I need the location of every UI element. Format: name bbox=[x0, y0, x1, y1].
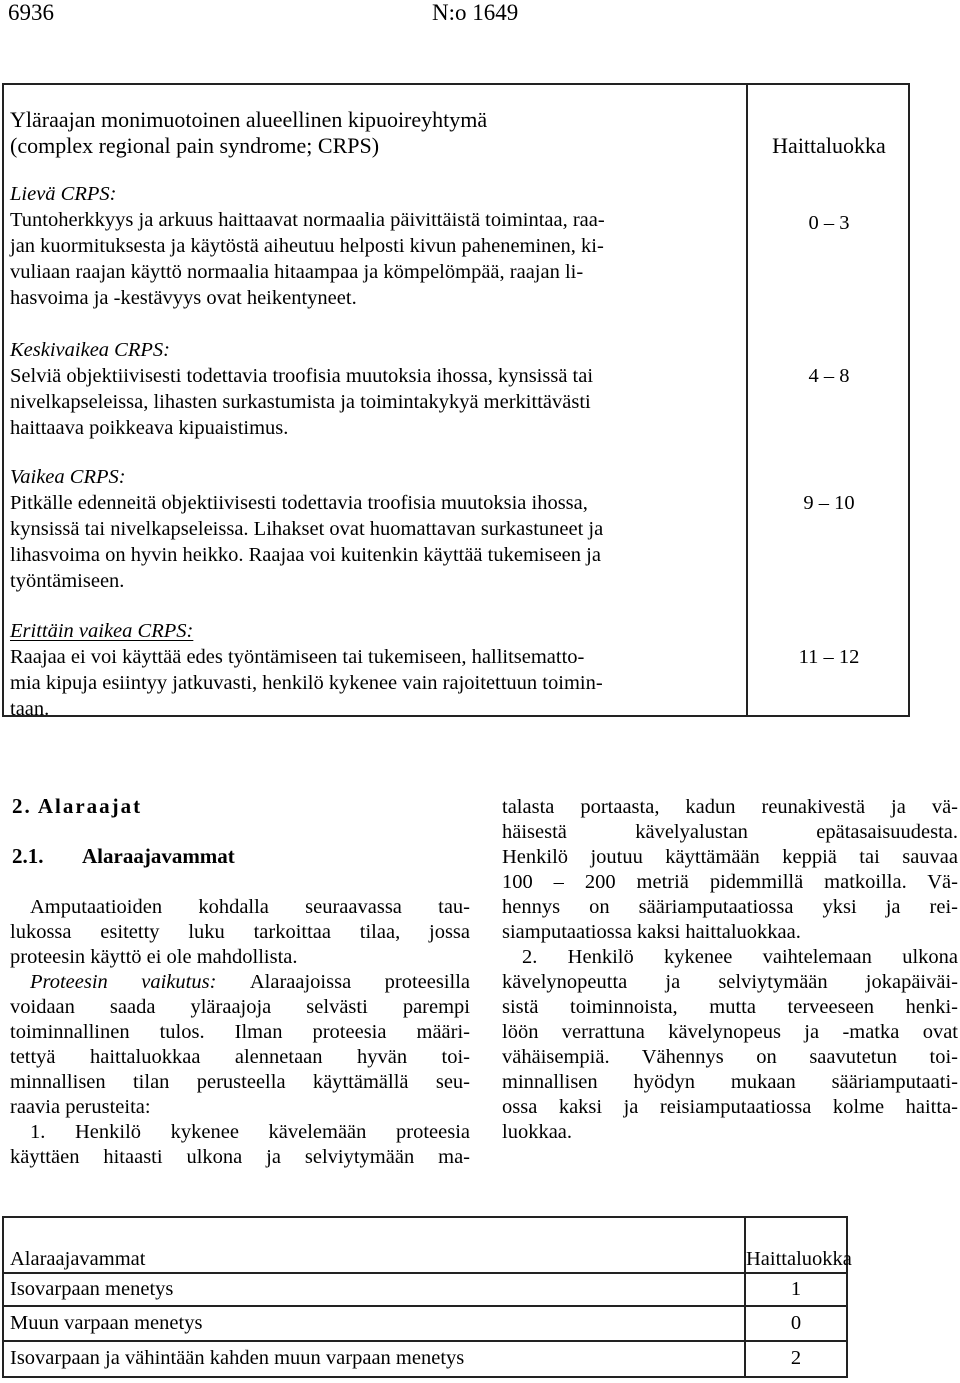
crps-row-line: Tuntoherkkyys ja arkuus haittaavat normaalia päivittäistä toimintaa, raa- bbox=[10, 209, 605, 231]
table-rule bbox=[2, 1305, 848, 1307]
body-line: lukossa esitetty luku tarkoittaa tilaa, jossa bbox=[10, 921, 470, 943]
body-line: hennys on sääriamputaatiossa yksi ja rei- bbox=[502, 896, 958, 918]
table-row-class: 0 bbox=[790, 1312, 802, 1334]
crps-row-line: nivelkapseleissa, lihasten surkastumista ja toimintakykyä merkittävästi bbox=[10, 391, 591, 413]
right-column-text bbox=[502, 794, 958, 1144]
body-line: 100 – 200 metriä pidemmillä matkoilla. Vä- bbox=[502, 871, 958, 893]
body-line: sistä toiminnoista, mutta terveeseen henki- bbox=[502, 996, 958, 1018]
crps-row-line: lihasvoima on hyvin heikko. Raajaa voi kuitenkin käyttää tukemiseen ja bbox=[10, 544, 601, 566]
crps-row-class: 4 – 8 bbox=[808, 365, 850, 387]
body-line: kävelynopeutta ja selviytymään jokapäiväi- bbox=[502, 971, 958, 993]
crps-table-title-line2: (complex regional pain syndrome; CRPS) bbox=[10, 133, 380, 158]
crps-row-line: Selviä objektiivisesti todettavia troofisia muutoksia ihossa, kynsissä tai bbox=[10, 365, 594, 387]
crps-row-line: hasvoima ja -kestävyys ovat heikentyneet. bbox=[10, 287, 357, 309]
body-line: toiminnallinen tulos. Ilman proteesia määri- bbox=[10, 1021, 470, 1043]
body-line: tettyä haittaluokkaa alennetaan hyvän toi- bbox=[10, 1046, 470, 1068]
body-line: häisestä kävelyalustan epätasaisuudesta. bbox=[502, 821, 958, 843]
crps-row-line: työntämiseen. bbox=[10, 570, 125, 592]
crps-row-line: mia kipuja esiintyy jatkuvasti, henkilö kykenee vain rajoitettuun toimin- bbox=[10, 672, 603, 694]
document-number: N:o 1649 bbox=[432, 0, 519, 25]
body-line: proteesin käyttö ei ole mahdollista. bbox=[10, 946, 298, 968]
body-line: Amputaatioiden kohdalla seuraavassa tau- bbox=[30, 896, 470, 918]
page-number: 6936 bbox=[8, 0, 54, 25]
lower-table-col-header: Alaraajavammat bbox=[10, 1248, 146, 1270]
table-rule bbox=[2, 1272, 848, 1274]
crps-table-col-header: Haittaluokka bbox=[772, 133, 886, 158]
crps-row-line: kynsissä tai nivelkapseleissa. Lihakset ovat huomattavan surkastuneet ja bbox=[10, 518, 604, 540]
table-row-injury: Muun varpaan menetys bbox=[10, 1312, 203, 1334]
crps-table-divider bbox=[746, 83, 748, 717]
crps-row-heading: Keskivaikea CRPS: bbox=[10, 339, 170, 361]
crps-row-line: Pitkälle edenneitä objektiivisesti todettavia troofisia muutoksia ihossa, bbox=[10, 492, 588, 514]
crps-row-class: 11 – 12 bbox=[798, 646, 860, 668]
lower-table-class-header: Haittaluokka bbox=[746, 1248, 852, 1270]
body-line: minnallisen tilan perusteella käyttämällä seu- bbox=[10, 1071, 470, 1093]
body-line: minnallisen hyödyn mukaan sääriamputaati- bbox=[502, 1071, 958, 1093]
crps-row-class: 0 – 3 bbox=[808, 212, 850, 234]
proteesin-text: Alaraajoissa proteesilla bbox=[249, 971, 471, 993]
crps-row-class: 9 – 10 bbox=[803, 492, 855, 514]
body-line: 1. Henkilö kykenee kävelemään proteesia bbox=[30, 1121, 470, 1143]
body-line: Henkilö joutuu käyttämään keppiä tai sauvaa bbox=[502, 846, 958, 868]
crps-row-line: vuliaan raajan käyttö normaalia hitaampaa ja kömpelömpää, raajan li- bbox=[10, 261, 584, 283]
body-line: siamputaatiossa kaksi haittaluokkaa. bbox=[502, 921, 801, 943]
body-line: 2. Henkilö kykenee vaihtelemaan ulkona bbox=[522, 946, 958, 968]
proteesin-label: Proteesin vaikutus: bbox=[30, 971, 217, 993]
body-line: käyttäen hitaasti ulkona ja selviytymään ma- bbox=[10, 1146, 470, 1168]
body-line: löön verrattuna kävelynopeus ja -matka ovat bbox=[502, 1021, 958, 1043]
body-line bbox=[10, 969, 470, 994]
crps-row-line: taan. bbox=[10, 698, 50, 720]
subsection-number: 2.1. bbox=[12, 844, 44, 868]
crps-row-heading: Erittäin vaikea CRPS: bbox=[10, 620, 194, 642]
crps-row-line: haittaava poikkeava kipuaistimus. bbox=[10, 417, 289, 439]
crps-row-line: jan kuormituksesta ja käytöstä aiheutuu helposti kivun paheneminen, ki- bbox=[10, 235, 604, 257]
crps-table-title-line1: Yläraajan monimuotoinen alueellinen kipuoireyhtymä bbox=[10, 107, 488, 132]
subsection-title: Alaraajavammat bbox=[82, 844, 235, 868]
body-line: luokkaa. bbox=[502, 1121, 573, 1143]
body-line: ossa kaksi ja reisiamputaatiossa kolme haitta- bbox=[502, 1096, 958, 1118]
left-column-text bbox=[10, 894, 470, 1169]
table-row-class: 2 bbox=[790, 1347, 802, 1369]
table-row-class: 1 bbox=[790, 1278, 802, 1300]
section-heading: 2. Alaraajat bbox=[12, 794, 143, 818]
crps-row-heading: Lievä CRPS: bbox=[10, 183, 117, 205]
body-line: raavia perusteita: bbox=[10, 1096, 151, 1118]
table-rule bbox=[2, 1340, 848, 1342]
body-line: vähäisempiä. Vähennys on saavutetun toi- bbox=[502, 1046, 958, 1068]
table-row-injury: Isovarpaan ja vähintään kahden muun varpaan menetys bbox=[10, 1347, 465, 1369]
crps-row-heading: Vaikea CRPS: bbox=[10, 466, 126, 488]
body-line: talasta portaasta, kadun reunakivestä ja vä- bbox=[502, 796, 958, 818]
table-row-injury: Isovarpaan menetys bbox=[10, 1278, 174, 1300]
crps-row-line: Raajaa ei voi käyttää edes työntämiseen tai tukemiseen, hallitsematto- bbox=[10, 646, 585, 668]
body-line: voidaan saada yläraajoja selvästi parempi bbox=[10, 996, 470, 1018]
